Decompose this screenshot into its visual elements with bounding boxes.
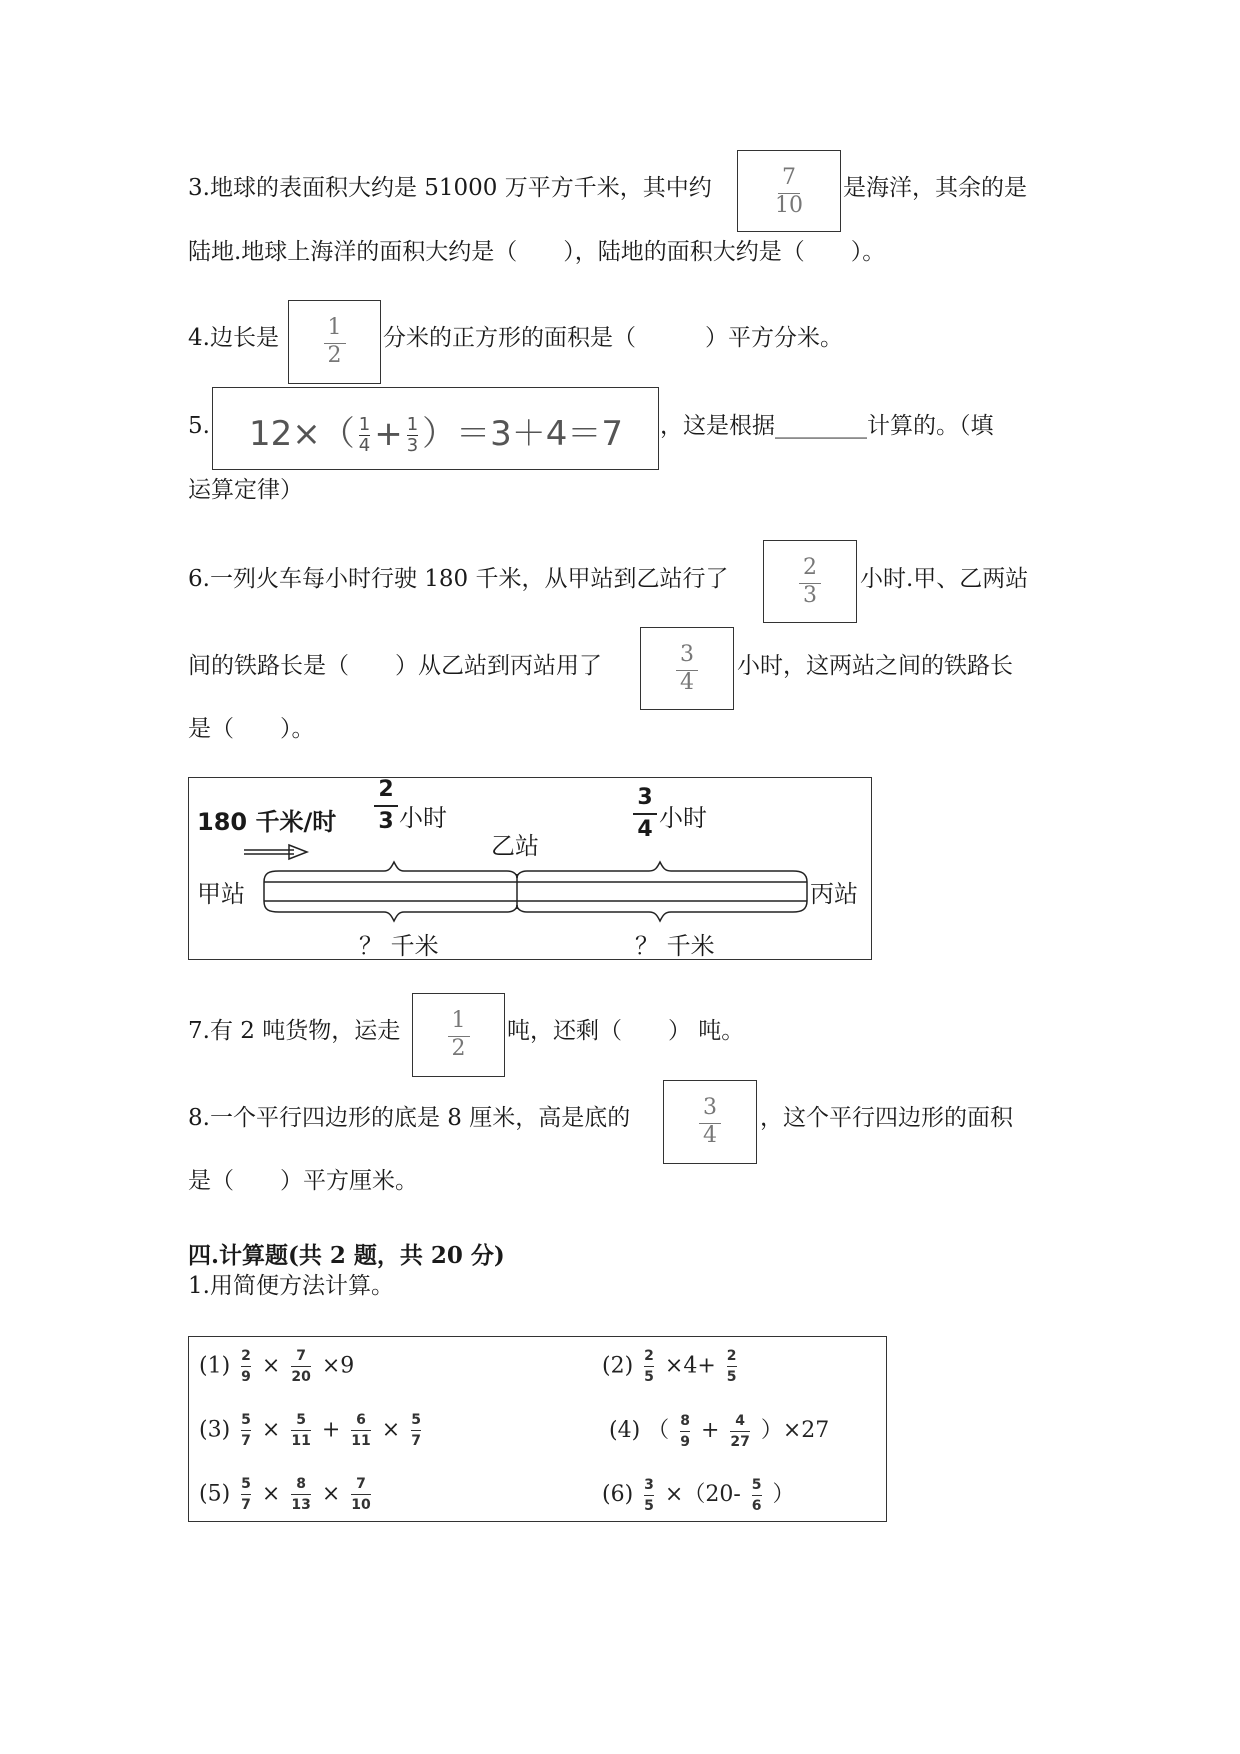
diagram-time1-fraction	[374, 778, 398, 834]
calc-p1-op1: ×	[261, 1353, 281, 1379]
calc-p3-b-num: 5	[296, 1412, 306, 1428]
q6-f2-num: 3	[680, 642, 694, 667]
calc-p3-c-den: 11	[351, 1433, 371, 1449]
section4-heading: 四.计算题(共 2 题，共 20 分)	[188, 1242, 505, 1269]
calc-p4-b-num: 4	[735, 1412, 745, 1429]
calc-p6-b-num: 5	[751, 1476, 762, 1493]
calc-p5-a-den: 7	[241, 1497, 251, 1513]
calc-problem-5	[199, 1477, 375, 1512]
q7-frac-num: 1	[451, 1008, 466, 1033]
diagram-t1-num: 2	[378, 777, 394, 802]
calc-p5-label: (5)	[199, 1481, 231, 1507]
q4-fraction-box	[288, 300, 381, 384]
calc-p5-c-den: 10	[351, 1497, 371, 1513]
q6-line2a: 间的铁路长是（ ）从乙站到丙站用了	[188, 653, 602, 679]
calc-p3-b-den: 11	[291, 1433, 311, 1449]
q7-frac-den: 2	[451, 1036, 466, 1061]
calc-p1-b-den: 20	[291, 1369, 311, 1385]
calc-p3-d-den: 7	[411, 1433, 421, 1449]
calc-p6-a-num: 3	[644, 1476, 654, 1493]
calc-p3-c-num: 6	[356, 1412, 366, 1428]
q5-equation	[249, 406, 623, 455]
calc-p2-b-num: 2	[726, 1348, 737, 1364]
calc-p5-b-den: 13	[291, 1497, 311, 1513]
q8-frac-num: 3	[703, 1095, 717, 1120]
calc-p1-a-num: 2	[241, 1348, 251, 1364]
q5-f1-num: 1	[358, 414, 371, 435]
q5-f2-den: 3	[406, 435, 419, 456]
calc-p3-a-num: 5	[241, 1412, 251, 1428]
q8-line2: 是（ ）平方厘米。	[188, 1168, 418, 1194]
calc-problem-2	[602, 1349, 741, 1384]
q7-text-part1: 7.有 2 吨货物，运走	[188, 1018, 401, 1044]
q3-text-part2: 是海洋，其余的是	[843, 175, 1027, 201]
calc-problem-4	[609, 1413, 829, 1449]
diagram-t2-den: 4	[637, 817, 653, 842]
calc-p3-d-num: 5	[411, 1412, 421, 1428]
calc-p2-mid: ×4+	[664, 1353, 716, 1379]
calc-p3-label: (3)	[199, 1417, 231, 1443]
q4-text-part2: 分米的正方形的面积是（ ）平方分米。	[383, 325, 843, 351]
q6-line3: 是（ ）。	[188, 716, 315, 742]
q8-fraction-box	[663, 1080, 757, 1164]
calc-problems-box	[188, 1336, 887, 1522]
diagram-t2-num: 3	[637, 785, 653, 810]
calc-p4-op: +	[700, 1418, 720, 1443]
q8-frac-den: 4	[703, 1123, 717, 1148]
calc-problem-6	[602, 1477, 795, 1513]
diagram-t1-den: 3	[378, 809, 394, 834]
q3-text-part1: 3.地球的表面积大约是 51000 万平方千米，其中约	[188, 175, 712, 201]
q3-frac-den: 10	[775, 193, 803, 218]
q3-fraction-box	[737, 150, 841, 232]
q5-label: 5.	[188, 413, 210, 439]
calc-p2-a-num: 2	[644, 1348, 654, 1364]
section4-q1: 1.用简便方法计算。	[188, 1273, 394, 1299]
q3-frac-num: 7	[782, 165, 796, 190]
calc-p5-op2: ×	[321, 1481, 341, 1507]
calc-p1-label: (1)	[199, 1353, 231, 1379]
calc-p4-a-num: 8	[680, 1412, 690, 1429]
calc-p4-open: （	[647, 1418, 670, 1443]
q5-equation-box	[212, 387, 659, 470]
q5-text-part2: ，这是根据________计算的。（填	[660, 413, 994, 439]
diagram-time2-unit: 小时	[659, 804, 707, 832]
calc-p6-label: (6)	[602, 1482, 634, 1507]
q5-eq-right: ）＝3＋4＝7	[422, 414, 624, 454]
calc-p5-a-num: 5	[241, 1476, 251, 1492]
calc-p2-b-den: 5	[726, 1369, 737, 1385]
calc-p3-op1: ×	[261, 1417, 281, 1443]
calc-p3-op2: +	[321, 1417, 341, 1443]
calc-p6-a-den: 5	[644, 1497, 654, 1514]
calc-p5-op1: ×	[261, 1481, 281, 1507]
calc-p2-label: (2)	[602, 1353, 634, 1379]
diagram-station-b: 乙站	[491, 832, 539, 860]
calc-p6-close: ）	[772, 1482, 795, 1507]
q7-fraction-box	[412, 993, 505, 1077]
q5-plus: +	[374, 414, 403, 454]
q7-text-part2: 吨，还剩（ ） 吨。	[507, 1018, 745, 1044]
q3-line2: 陆地.地球上海洋的面积大约是（ ），陆地的面积大约是（ ）。	[188, 239, 886, 265]
calc-p5-c-num: 7	[356, 1476, 366, 1492]
q5-f1-den: 4	[358, 435, 371, 456]
q4-frac-num: 1	[327, 315, 342, 340]
q8-text-part1: 8.一个平行四边形的底是 8 厘米，高是底的	[188, 1105, 631, 1131]
q6-f2-den: 4	[680, 670, 694, 695]
calc-problem-1	[199, 1349, 354, 1384]
q3-line1	[188, 172, 712, 204]
q6-text-part2: 小时.甲、乙两站	[860, 566, 1029, 592]
calc-p4-a-den: 9	[680, 1433, 690, 1450]
calc-p4-b-den: 27	[730, 1433, 750, 1450]
q5-eq-left: 12×（	[249, 414, 355, 454]
calc-p3-a-den: 7	[241, 1433, 251, 1449]
diagram-speed: 180 千米/时	[197, 808, 337, 836]
diagram-station-c: 丙站	[810, 880, 858, 908]
calc-p5-b-num: 8	[296, 1476, 306, 1492]
diagram-distance2: ？ 千米	[635, 932, 715, 960]
q6-f1-den: 3	[803, 583, 817, 608]
calc-p4-label: (4)	[609, 1418, 641, 1443]
q6-text-part1: 6.一列火车每小时行驶 180 千米，从甲站到乙站行了	[188, 566, 729, 592]
calc-p3-op3: ×	[381, 1417, 401, 1443]
q6-fraction2-box	[640, 627, 734, 710]
calc-p6-mid: ×（20-	[664, 1482, 741, 1507]
q4-text-part1: 4.边长是	[188, 325, 279, 351]
q5-line2: 运算定律）	[188, 477, 303, 503]
calc-problem-3	[199, 1413, 425, 1448]
q6-f1-num: 2	[803, 555, 817, 580]
calc-p4-close: ）×27	[760, 1418, 830, 1443]
diagram-station-a: 甲站	[197, 880, 245, 908]
calc-p2-a-den: 5	[644, 1369, 654, 1385]
q4-frac-den: 2	[327, 343, 342, 368]
train-diagram	[188, 777, 872, 960]
calc-p1-b-num: 7	[296, 1348, 306, 1364]
diagram-time2-fraction	[633, 786, 657, 842]
q6-line2b: 小时，这两站之间的铁路长	[737, 653, 1013, 679]
calc-p1-a-den: 9	[241, 1369, 251, 1385]
diagram-time1-unit: 小时	[399, 804, 447, 832]
diagram-distance1: ？ 千米	[359, 932, 439, 960]
q6-fraction1-box	[763, 540, 857, 623]
q5-f2-num: 1	[406, 414, 419, 435]
q8-text-part2: ，这个平行四边形的面积	[760, 1105, 1013, 1131]
calc-p6-b-den: 6	[751, 1497, 762, 1514]
calc-p1-rest: ×9	[321, 1353, 355, 1379]
